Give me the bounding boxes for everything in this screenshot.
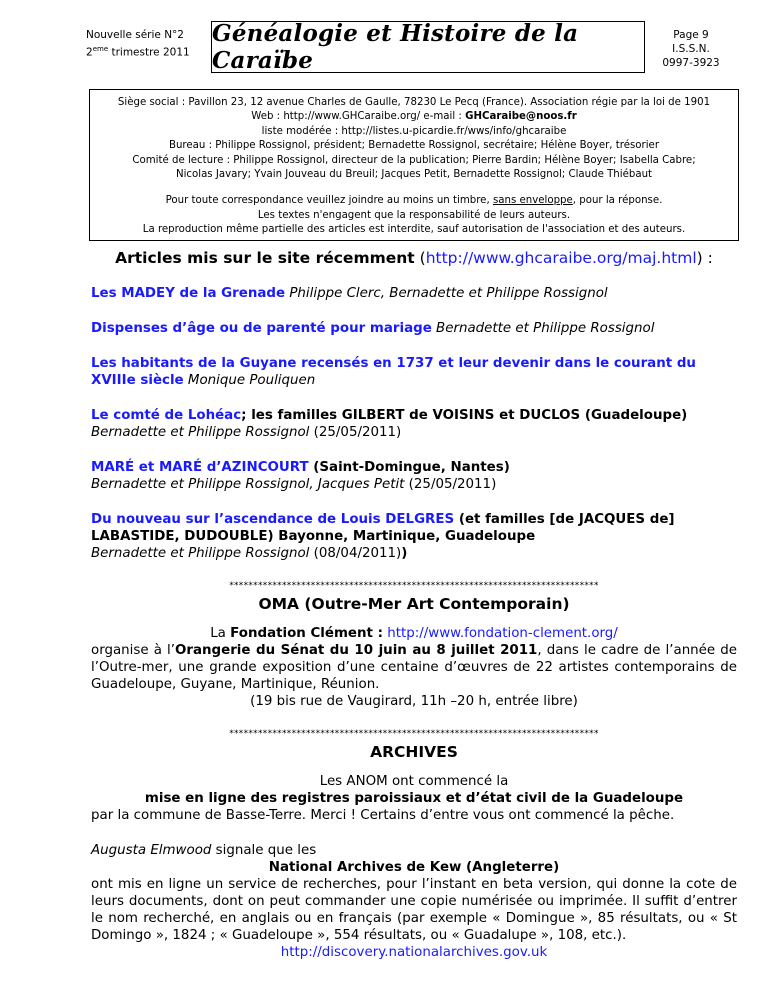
article-subtitle: (Saint-Domingue, Nantes): [308, 460, 510, 475]
article-authors: Bernadette et Philippe Rossignol, Jacques Petit: [91, 477, 405, 492]
main-content: [91, 250, 737, 961]
journal-title-box: [211, 21, 645, 73]
article-authors: Bernadette et Philippe Rossignol: [91, 425, 310, 440]
email-address[interactable]: GHCaraibe@noos.fr: [465, 111, 577, 123]
responsibility-note: Les textes n'engagent que la responsabilité de leurs auteurs.: [257, 209, 571, 221]
contributor-name: Augusta Elmwood: [91, 843, 212, 858]
correspondence-a: Pour toute correspondance veuillez joindre au moins un timbre,: [165, 195, 493, 207]
correspondence-b: , pour la réponse.: [572, 195, 663, 207]
web-email-line: [90, 110, 738, 124]
correspondence-note: [90, 194, 738, 208]
article-item: [91, 407, 737, 441]
oma-p1-a: organise à l’: [91, 643, 175, 658]
archives-line3: par la commune de Basse-Terre. Merci ! Certains d’entre vous ont commencé la pêche.: [91, 808, 675, 823]
fondation-name: Fondation Clément :: [230, 626, 383, 641]
article-item: [91, 355, 737, 389]
article-subtitle: ; les familles GILBERT de VOISINS et DUCLOS (Guadeloupe): [241, 408, 688, 423]
articles-heading-text: Articles mis sur le site récemment: [115, 249, 415, 267]
article-date: (25/05/2011): [309, 425, 402, 440]
oma-la: La: [210, 626, 231, 641]
kew-link[interactable]: http://discovery.nationalarchives.gov.uk: [280, 945, 548, 960]
association-info-box: [89, 89, 739, 241]
article-link[interactable]: Le comté de Lohéac: [91, 408, 242, 423]
article-authors: Bernadette et Philippe Rossignol: [431, 321, 655, 336]
paren-close: ) :: [696, 249, 713, 267]
article-date: (08/04/2011): [309, 546, 402, 561]
article-subtitle: (et familles [de JACQUES de] LABASTIDE, DUDOUBLE) Bayonne, Martinique, Guadeloupe: [91, 512, 675, 544]
kew-title-text: National Archives de Kew (Angleterre): [268, 860, 560, 875]
paren-open: (: [414, 249, 426, 267]
board-members: Bureau : Philippe Rossignol, président; Bernadette Rossignol, secrétaire; Hélène Boyer, trésorier: [168, 140, 660, 152]
page-info: [650, 28, 732, 70]
archives-kew-intro: [91, 842, 737, 859]
oma-fondation-line: [91, 625, 737, 642]
kew-title: [91, 859, 737, 876]
article-authors: Monique Pouliquen: [183, 373, 316, 388]
article-item: [91, 285, 737, 302]
quarter-superscript: eme: [92, 45, 109, 53]
archives-title: ARCHIVES: [370, 743, 458, 761]
section-separator: *****************************************************************************: [229, 581, 599, 591]
oma-paragraph: [91, 642, 737, 693]
article-item: Du nouveau sur l’ascendance de Louis DELGRES (et familles [de JACQUES de] LABASTIDE, DUDOUBLE) Bayonne, Martinique, Guadeloupe Bernadette et Philippe Rossignol (08/04/2011)): [91, 512, 675, 561]
site-update-link[interactable]: http://www.ghcaraibe.org/maj.html: [425, 249, 697, 267]
article-link[interactable]: Du nouveau sur l’ascendance de Louis DELGRES: [91, 512, 455, 527]
articles-heading: [91, 250, 737, 267]
kew-intro-rest: signale que les: [211, 843, 317, 858]
quarter-label: [86, 42, 204, 60]
oma-p1-c: , dans le cadre de l’année de l’Outre-mer, une grande exposition d’une centaine d’œuvres de 22 artistes contemporains de Guadeloupe, Guyane, Martinique, Réunion.: [91, 643, 737, 692]
oma-address: (19 bis rue de Vaugirard, 11h –20 h, entrée libre): [250, 694, 578, 709]
fondation-link[interactable]: http://www.fondation-clement.org/: [387, 626, 618, 641]
mailing-list[interactable]: liste modérée : http://listes.u-picardie.fr/wws/info/ghcaraibe: [261, 125, 567, 137]
oma-p1-b: Orangerie du Sénat du 10 juin au 8 juillet 2011: [174, 643, 538, 658]
article-link[interactable]: Les MADEY de la Grenade: [91, 286, 286, 301]
archives-line2: [91, 790, 737, 807]
correspondence-underline: sans enveloppe: [492, 195, 573, 207]
issn-number: 0997-3923: [662, 57, 720, 69]
web-address: Web : http://www.GHCaraibe.org/ e-mail :: [251, 111, 466, 123]
quarter-number: 2: [86, 46, 93, 59]
quarter-rest: trimestre 2011: [108, 46, 190, 59]
article-link[interactable]: Les habitants de la Guyane recensés en 1737 et leur devenir dans le courant du XVIIIe siècle: [91, 356, 696, 388]
article-link[interactable]: Dispenses d’âge ou de parenté pour mariage: [91, 321, 432, 336]
kew-paragraph: ont mis en ligne un service de recherches, pour l’instant en beta version, qui donne la cote de leurs documents, dont on peut commander une copie numérisée ou imprimée. Il suffit d’entrer le nom recherché, en anglais ou en français (par exemple « Domingue », 85 résultats, ou « St Domingo », 1824 ; « Guadeloupe », 554 résultats, ou « Guadalupe », 108, etc.).: [91, 877, 737, 943]
series-label: Nouvelle série N°2: [86, 29, 184, 41]
editorial-committee: Comité de lecture : Philippe Rossignol, directeur de la publication; Pierre Bardin; Hélène Boyer; Isabella Cabre;: [132, 154, 696, 166]
issue-info: [86, 28, 204, 60]
archives-line1: Les ANOM ont commencé la: [319, 774, 509, 789]
issn-label: I.S.S.N.: [672, 43, 710, 55]
article-item: [91, 459, 737, 493]
article-authors: Bernadette et Philippe Rossignol: [91, 546, 310, 561]
page-number: Page 9: [673, 29, 709, 41]
article-authors: Philippe Clerc, Bernadette et Philippe Rossignol: [285, 286, 608, 301]
oma-title: OMA (Outre-Mer Art Contemporain): [258, 595, 570, 613]
reproduction-note: La reproduction même partielle des articles est interdite, sauf autorisation de l'association et des auteurs.: [142, 224, 686, 236]
head-office: Siège social : Pavillon 23, 12 avenue Charles de Gaulle, 78230 Le Pecq (France). Association régie par la loi de 1901: [117, 97, 711, 108]
article-date: (25/05/2011): [404, 477, 497, 492]
article-item: [91, 320, 737, 337]
archives-line2-text: mise en ligne des registres paroissiaux et d’état civil de la Guadeloupe: [144, 791, 684, 806]
editorial-committee-cont: Nicolas Javary; Yvain Jouveau du Breuil; Jacques Petit, Bernadette Rossignol; Claude Thiébaut: [175, 169, 653, 181]
article-link[interactable]: MARÉ et MARÉ d’AZINCOURT: [91, 460, 309, 475]
section-separator: *****************************************************************************: [229, 729, 599, 739]
journal-title: Généalogie et Histoire de la Caraïbe: [212, 20, 579, 74]
